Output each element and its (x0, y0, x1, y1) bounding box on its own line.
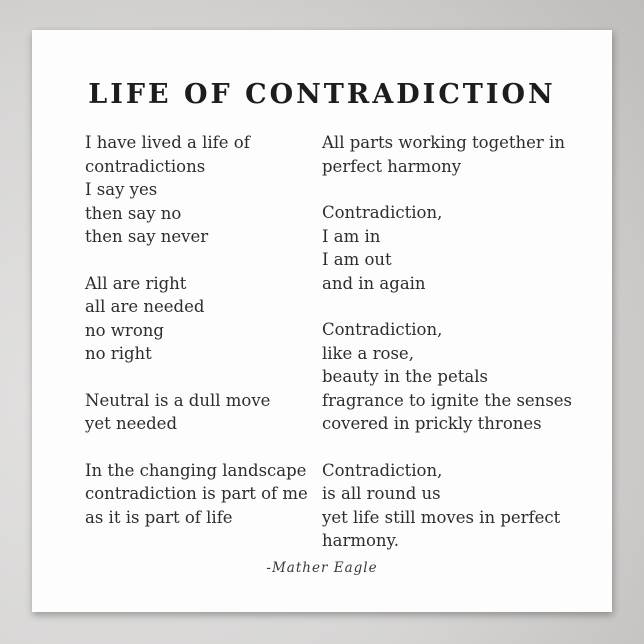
poem-column-right (322, 131, 572, 553)
poem-columns (32, 131, 612, 553)
poem-line: as it is part of life (85, 507, 233, 527)
poem-stanza (322, 318, 572, 436)
poem-line: no right (85, 344, 152, 363)
poem-line: and in again (322, 273, 426, 293)
poem-line: In the changing landscape (85, 460, 307, 480)
poem-line: harmony. (322, 531, 399, 550)
poem-line: I say yes (85, 180, 158, 199)
poem-stanza (322, 131, 572, 178)
poem-line: contradiction is part of me (85, 484, 308, 503)
poem-line: Contradiction, (322, 320, 443, 339)
poem-stanza (322, 459, 572, 553)
poem-line: fragrance to ignite the senses (322, 390, 573, 410)
poem-stanza (322, 201, 572, 295)
poem-line: all are needed (85, 297, 205, 316)
poem-line: I am out (322, 250, 392, 269)
poem-column-left (85, 131, 322, 553)
poem-line: beauty in the petals (322, 367, 488, 386)
poem-title: LIFE OF CONTRADICTION (88, 79, 556, 110)
poem-line: All parts working together in (322, 133, 565, 152)
poem-line: like a rose, (322, 343, 414, 363)
poem-line: then say no (85, 203, 182, 223)
poem-line: I am in (322, 226, 381, 246)
poem-line: no wrong (85, 320, 164, 340)
author-signature: -Mather Eagle (266, 560, 378, 576)
poem-line: Contradiction, (322, 460, 443, 480)
poem-line: Contradiction, (322, 203, 443, 222)
poem-line: Neutral is a dull move (85, 390, 271, 410)
poem-line: contradictions (85, 156, 206, 176)
poem-line: is all round us (322, 484, 441, 503)
poem-line: All are right (85, 273, 187, 293)
poem-stanza (85, 131, 322, 249)
poem-line: yet needed (85, 414, 178, 433)
poem-line: then say never (85, 227, 209, 246)
poem-stanza (85, 459, 322, 530)
poster (32, 30, 612, 612)
poem-line: yet life still moves in perfect (322, 507, 561, 527)
poem-line: I have lived a life of (85, 133, 250, 152)
poem-line: perfect harmony (322, 156, 462, 176)
poem-stanza (85, 389, 322, 436)
poem-stanza (85, 272, 322, 366)
poem-line: covered in prickly thrones (322, 414, 542, 433)
